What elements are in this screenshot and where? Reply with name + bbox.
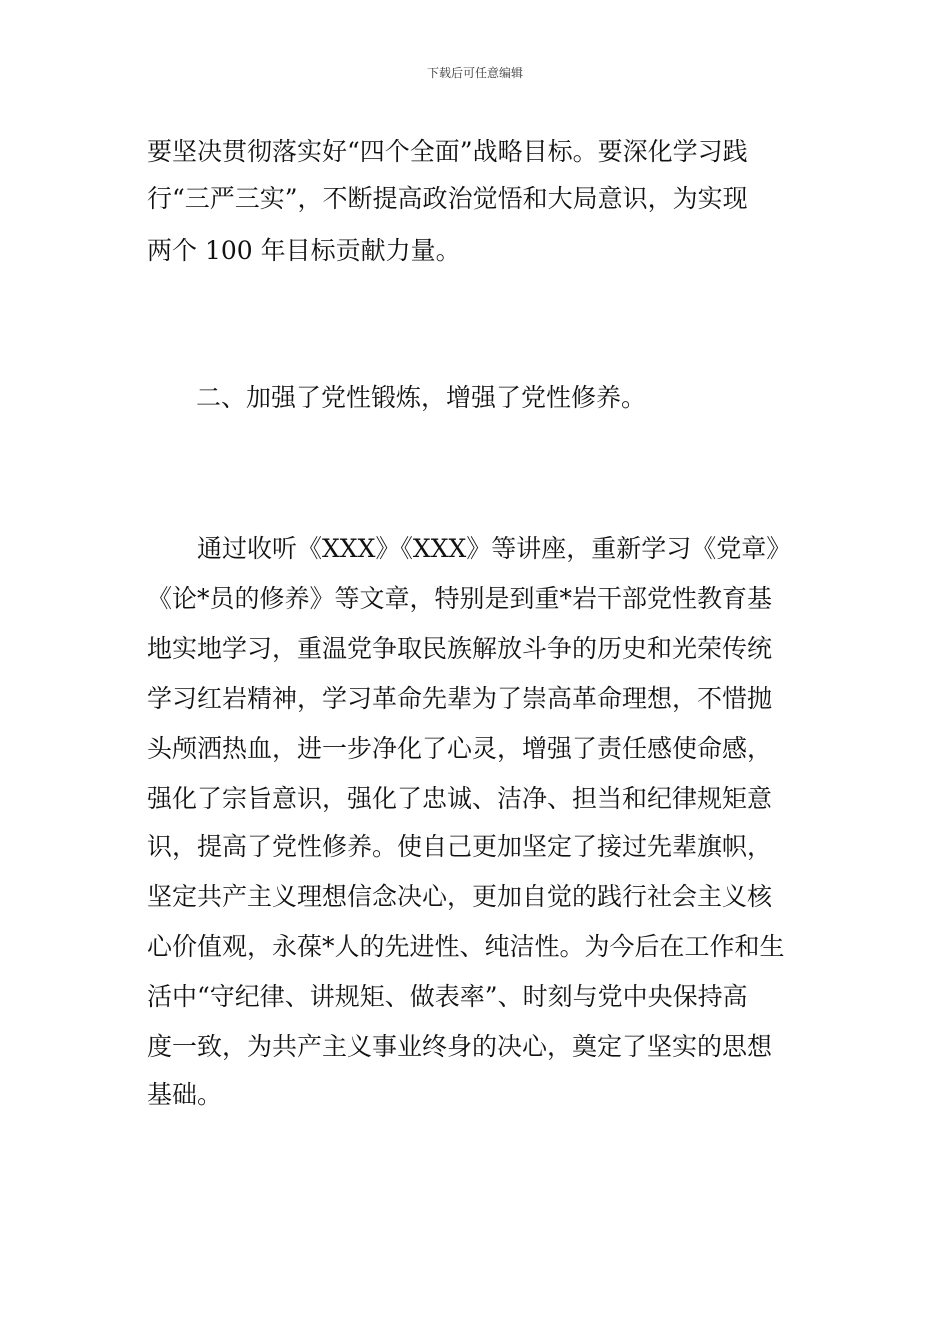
paragraph-2-line: 头颅洒热血，进一步净化了心灵，增强了责任感使命感，	[147, 734, 773, 763]
page-header: 下载后可任意编辑	[426, 66, 523, 80]
paragraph-2-line: 通过收听《XXX》《XXX》等讲座，重新学习《党章》	[147, 534, 792, 563]
paragraph-2-line: 心价值观，永葆*人的先进性、纯洁性。为今后在工作和生	[147, 932, 785, 961]
paragraph-2-line: 强化了宗旨意识，强化了忠诚、洁净、担当和纪律规矩意	[147, 784, 773, 813]
paragraph-2-line: 地实地学习，重温党争取民族解放斗争的历史和光荣传统	[147, 634, 773, 663]
paragraph-1-line: 两个 100 年目标贡献力量。	[147, 236, 461, 265]
paragraph-1-line: 行“三严三实”，不断提高政治觉悟和大局意识，为实现	[147, 184, 748, 213]
paragraph-2-line: 《论*员的修养》等文章，特别是到重*岩干部党性教育基	[147, 584, 773, 613]
paragraph-2-line: 活中“守纪律、讲规矩、做表率”、时刻与党中央保持高	[147, 982, 748, 1011]
section-heading: 二、加强了党性锻炼，增强了党性修养。	[196, 383, 647, 412]
paragraph-2-line: 识，提高了党性修养。使自己更加坚定了接过先辈旗帜，	[147, 832, 773, 861]
paragraph-2-line: 坚定共产主义理想信念决心，更加自觉的践行社会主义核	[147, 882, 773, 911]
paragraph-2-line: 度一致，为共产主义事业终身的决心，奠定了坚实的思想	[147, 1032, 773, 1061]
paragraph-2-line: 基础。	[147, 1080, 223, 1109]
paragraph-1-line: 要坚决贯彻落实好“四个全面”战略目标。要深化学习践	[147, 137, 748, 166]
paragraph-2-line: 学习红岩精神，学习革命先辈为了崇高革命理想，不惜抛	[147, 684, 773, 713]
